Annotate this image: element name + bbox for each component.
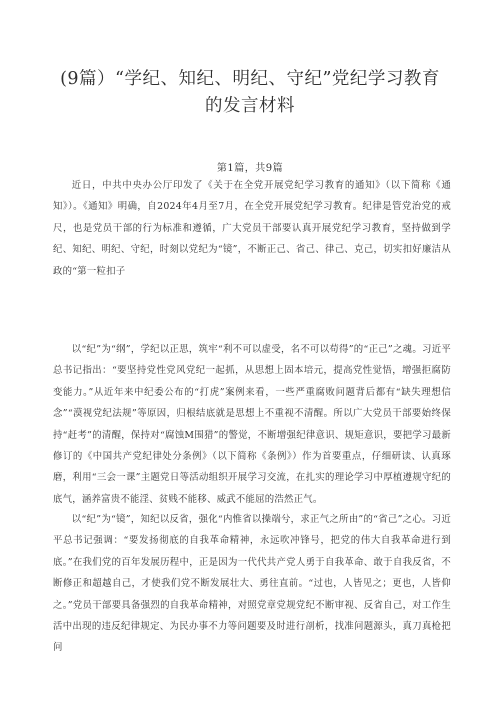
document-title-line-1: (9篇）“学纪、知纪、明纪、守纪”党纪学习教育	[60, 69, 440, 89]
paragraph-1: 近日，中共中央办公厅印发了《关于在全党开展党纪学习教育的通知》（以下简称《通知》）。《通知》明确，自2024年4月至7月，在全党开展党纪学习教育。纪律是管党治党的戒尺，也是党员干部的行为标准和遵循，广大党员干部要认真开展党纪学习教育，坚持做到学纪、知纪、明纪、守纪，时刻以党纪为“镜”，不断正己、省己、律己、克己，切实扣好廉洁从政的“第一粒扣子	[53, 180, 451, 277]
document-title-line-2: 的发言材料	[205, 96, 295, 116]
document-title	[40, 66, 460, 120]
part-label: 第1篇，共9篇	[216, 163, 284, 174]
paragraph-2: 以“纪”为“纲”，学纪以正思，筑牢“利不可以虚受，名不可以苟得”的“正己”之魂。习近平总书记指出：“要坚持党性党风党纪一起抓，从思想上固本培元，提高党性觉悟，增强拒腐防变能力。”从近年来中纪委公布的“打虎”案例来看，一些严重腐败问题背后都有“缺失理想信念”“漠视党纪法规”等原因，归根结底就是思想上不重视不清醒。所以广大党员干部要始终保持“赶考”的清醒，保持对“腐蚀M围猎”的警觉，不断增强纪律意识、规矩意识，要把学习最新修订的《中国共产党纪律处分条例》（以下简称《条例》）作为首要重点，仔细研读、认真琢磨，利用“三会一课”主题党日等活动组织开展学习交流，在扎实的理论学习中厚植遵规守纪的底气，涵养富贵不能淫、贫贱不能移、威武不能屈的浩然正气。	[53, 344, 451, 505]
paragraph-3: 以“纪”为“镜”，知纪以反省，强化“内惟省以操端兮，求正气之所由”的“省己”之心。习近平总书记强调：“要发扬彻底的自我革命精神，永远吹冲锋号，把党的伟大自我革命进行到底。”在我们党的百年发展历程中，正是因为一代代共产党人勇于自我革命、敢于自我反省，不断修正和超越自己，才使我们党不断发展壮大、勇往直前。“过也，人皆见之；更也，人皆仰之。”党员干部要具备强烈的自我革命精神，对照党章党规党纪不断审视、反省自己，对工作生活中出现的违反纪律规定、为民办事不力等问题要及时进行剖析，找准问题源头，真刀真枪把问	[53, 514, 451, 654]
